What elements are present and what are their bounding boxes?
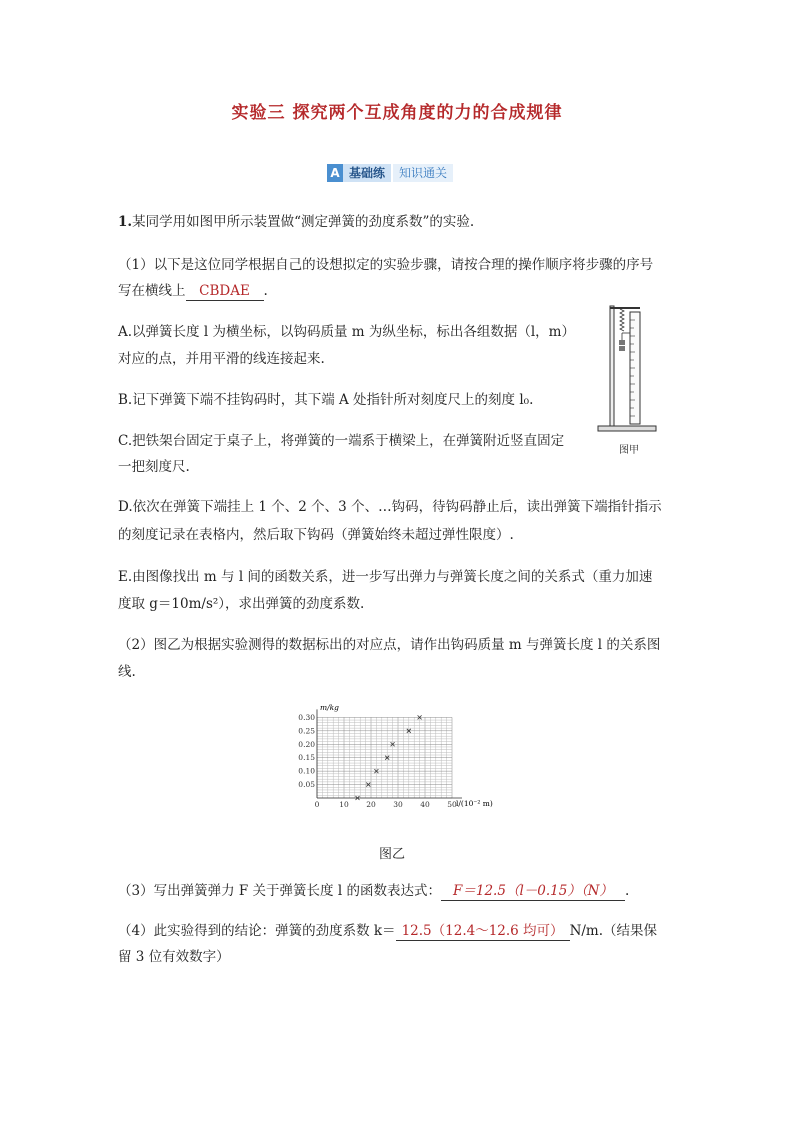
figure-jia-caption: 图甲 — [619, 445, 639, 456]
page-title: 实验三 探究两个互成角度的力的合成规律 — [231, 103, 563, 123]
y-tick-label: 0.20 — [298, 739, 315, 749]
step-d-line2: 的刻度记录在表格内，然后取下钩码（弹簧始终未超过弹性限度）. — [118, 527, 514, 543]
x-tick-label: 50 — [447, 800, 457, 809]
part3-answer: F＝12.5（l－0.15）（N） — [441, 882, 625, 901]
part4-line2: 留 3 位有效数字） — [118, 949, 230, 965]
question-intro-text: 某同学用如图甲所示装置做“测定弹簧的劲度系数”的实验. — [132, 214, 475, 230]
x-tick-label: 10 — [339, 800, 349, 809]
part4-suffix: N/m.（结果保 — [569, 923, 658, 939]
step-c-line1: C.把铁架台固定于桌子上，将弹簧的一端系于横梁上，在弹簧附近竖直固定 — [118, 433, 565, 449]
x-tick-label: 0 — [314, 800, 320, 809]
question-number: 1. — [118, 214, 133, 230]
badge-sub: 知识通关 — [393, 164, 453, 182]
part1-suffix: . — [263, 283, 268, 299]
step-b: B.记下弹簧下端不挂钩码时，其下端 A 处指针所对刻度尺上的刻度 l₀. — [118, 392, 534, 408]
part4-prefix: （4）此实验得到的结论：弹簧的劲度系数 k＝ — [118, 923, 396, 939]
x-tick-label: 30 — [393, 800, 403, 809]
y-tick-label: 0.10 — [298, 766, 315, 776]
section-badge — [327, 164, 453, 182]
chart-grid — [317, 717, 452, 798]
badge-letter: A — [327, 164, 343, 182]
step-e-line2: 度取 g＝10m/s²），求出弹簧的劲度系数. — [118, 596, 365, 612]
figure-yi-chart — [290, 700, 508, 812]
figure-yi-caption: 图乙 — [379, 847, 406, 862]
badge-main: 基础练 — [343, 164, 391, 182]
x-axis-label: l/(10⁻² m) — [456, 799, 493, 808]
y-tick-label: 0.30 — [298, 712, 315, 722]
y-tick-label: 0.25 — [298, 726, 315, 736]
part3-prefix: （3）写出弹簧弹力 F 关于弹簧长度 l 的函数表达式： — [118, 883, 441, 899]
step-d-line1: D.依次在弹簧下端挂上 1 个、2 个、3 个、…钩码，待钩码静止后，读出弹簧下端指针指示 — [118, 499, 662, 515]
part1-line1: （1）以下是这位同学根据自己的设想拟定的实验步骤，请按合理的操作顺序将步骤的序号 — [118, 257, 654, 273]
part1-prefix: 写在横线上 — [118, 283, 186, 299]
part2-line1: （2）图乙为根据实验测得的数据标出的对应点，请作出钩码质量 m 与弹簧长度 l 的关系图 — [118, 637, 661, 653]
part4-line1 — [118, 918, 657, 944]
y-tick-label: 0.05 — [298, 780, 315, 790]
part3-suffix: . — [624, 883, 630, 899]
x-tick-label: 40 — [420, 800, 430, 809]
step-e-line1: E.由图像找出 m 与 l 间的函数关系，进一步写出弹力与弹簧长度之间的关系式（重力加速 — [118, 569, 653, 585]
x-tick-label: 20 — [366, 800, 376, 809]
part1-line2 — [118, 278, 268, 304]
part2-line2: 线. — [118, 664, 136, 680]
figure-jia-apparatus — [596, 302, 662, 432]
chart-tick-labels — [298, 713, 457, 809]
step-a-line2: 对应的点，并用平滑的线连接起来. — [118, 351, 325, 367]
question-intro — [118, 209, 474, 235]
step-c-line2: 一把刻度尺. — [118, 459, 190, 475]
part3-line — [118, 878, 629, 904]
part4-answer: 12.5（12.4～12.6 均可） — [396, 922, 570, 941]
step-a-line1: A.以弹簧长度 l 为横坐标，以钩码质量 m 为纵坐标，标出各组数据（l，m） — [118, 324, 575, 340]
part1-answer: CBDAE — [186, 282, 264, 301]
y-tick-label: 0.15 — [298, 753, 315, 763]
y-axis-label: m/kg — [320, 703, 339, 712]
